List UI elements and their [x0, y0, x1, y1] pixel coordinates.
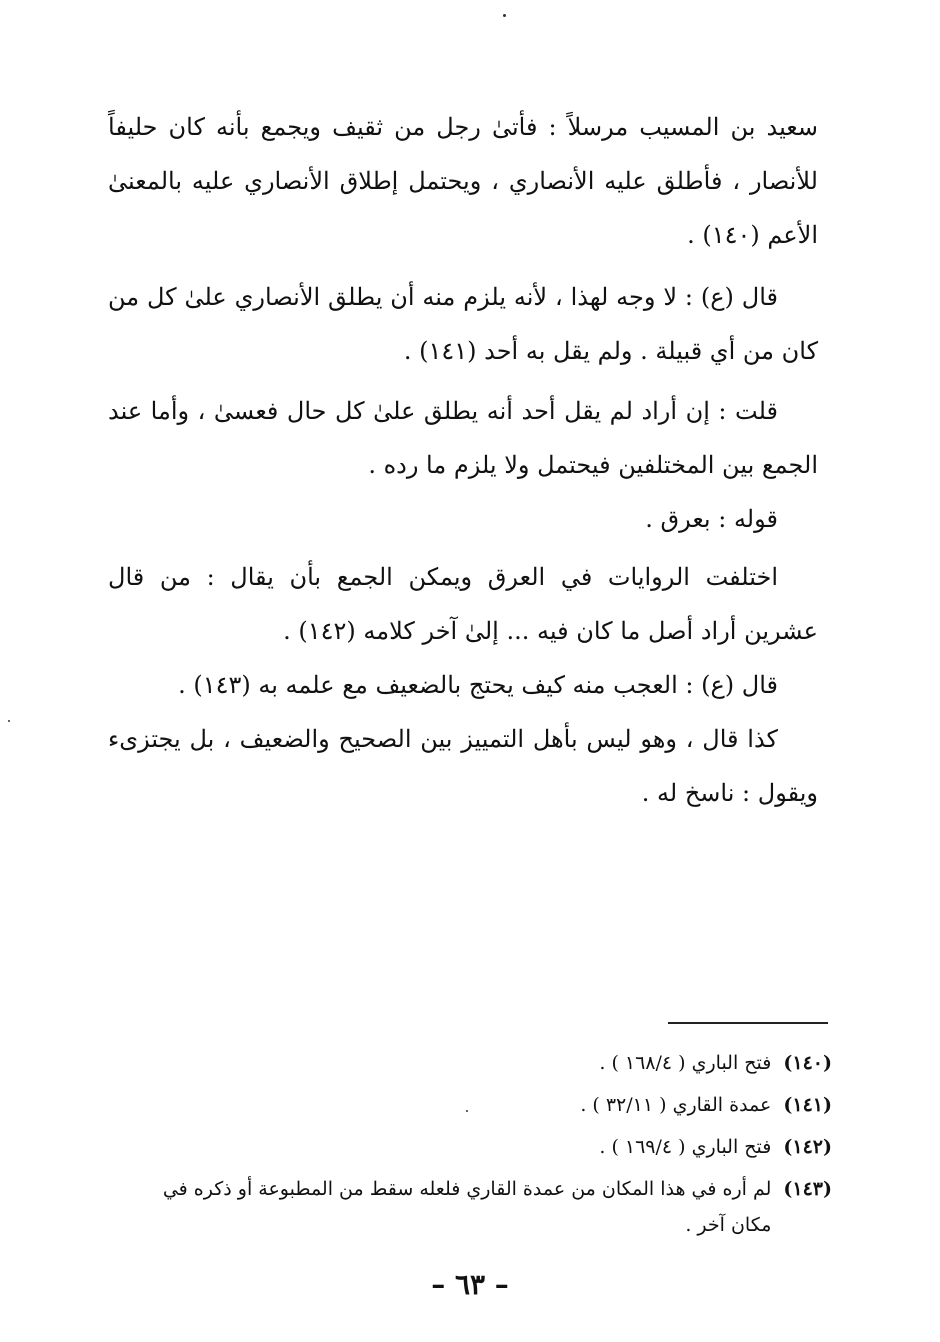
main-text: [108, 100, 818, 820]
footnote-text: فتح الباري ( ١٦٩/٤ ) .: [599, 1136, 772, 1158]
footnote-143: [122, 1168, 832, 1243]
footnote-text: لم أره في هذا المكان من عمدة القاري فلعله سقط من المطبوعة أو ذكره في مكان آخر .: [162, 1178, 772, 1236]
footnote-number: (١٤٢): [783, 1136, 832, 1158]
paragraph-7: كذا قال ، وهو ليس بأهل التمييز بين الصحيح والضعيف ، بل يجتزىء ويقول : ناسخ له .: [108, 725, 818, 807]
footnote-text: فتح الباري ( ١٦٨/٤ ) .: [599, 1052, 772, 1074]
footnote-text: عمدة القاري ( ٣٢/١١ ) .: [580, 1094, 772, 1116]
footnote-140: [122, 1042, 832, 1084]
scan-speck: [8, 720, 10, 722]
footnote-142: [122, 1126, 832, 1168]
footnotes: [122, 1042, 832, 1243]
footnote-number: (١٤٠): [783, 1052, 832, 1074]
footnote-separator: [668, 1022, 828, 1024]
paragraph-1: سعيد بن المسيب مرسلاً : فأتىٰ رجل من ثقيف ويجمع بأنه كان حليفاً للأنصار ، فأطلق عليه الأنصاري ، ويحتمل إطلاق الأنصاري عليه بالمعنىٰ الأعم (١٤٠) .: [108, 113, 818, 249]
scan-speck: [503, 14, 506, 17]
paragraph-5: اختلفت الروايات في العرق ويمكن الجمع بأن يقال : من قال عشرين أراد أصل ما كان فيه ... إلىٰ آخر كلامه (١٤٢) .: [108, 563, 818, 645]
paragraph-6: قال (ع) : العجب منه كيف يحتج بالضعيف مع علمه به (١٤٣) .: [178, 671, 778, 699]
scan-speck: [466, 1110, 468, 1112]
footnote-141: [122, 1084, 832, 1126]
paragraph-2: قال (ع) : لا وجه لهذا ، لأنه يلزم منه أن يطلق الأنصاري علىٰ كل من كان من أي قبيلة . ولم يقل به أحد (١٤١) .: [108, 283, 818, 365]
footnote-number: (١٤١): [783, 1094, 832, 1116]
paragraph-4: قوله : بعرق .: [645, 505, 778, 533]
page-number: – ٦٣ –: [431, 1268, 509, 1301]
paragraph-3: قلت : إن أراد لم يقل أحد أنه يطلق علىٰ كل حال فعسىٰ ، وأما عند الجمع بين المختلفين فيحتمل ولا يلزم ما رده .: [108, 397, 818, 479]
footnote-number: (١٤٣): [783, 1178, 832, 1200]
